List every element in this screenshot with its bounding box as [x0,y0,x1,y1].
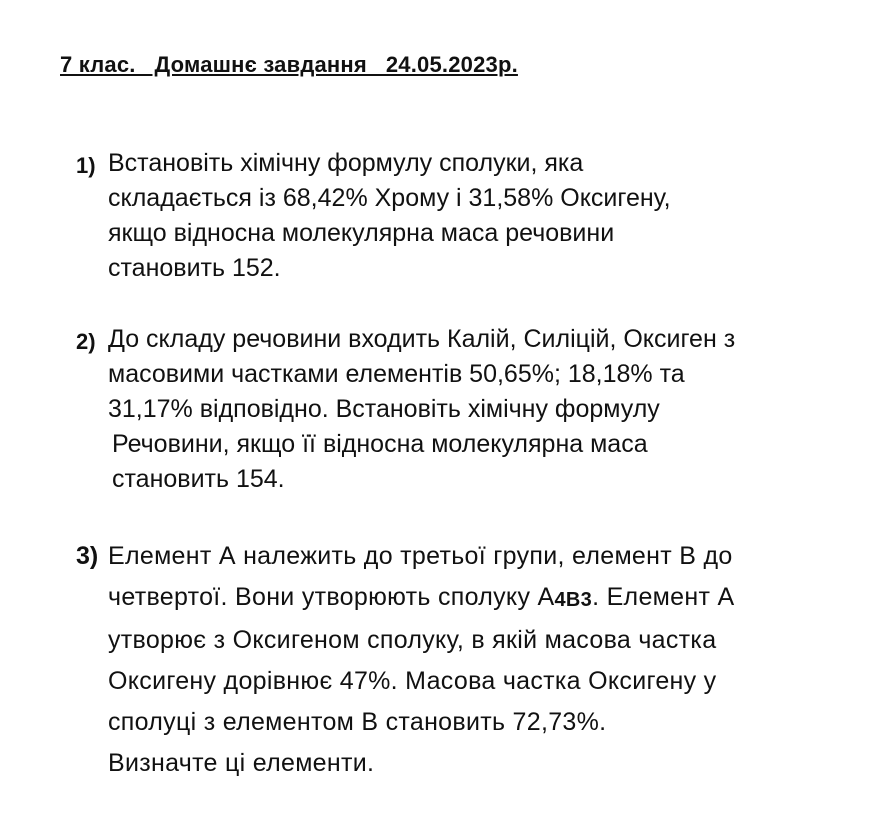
formula-element: В [565,589,581,611]
task-text-line: становить 154. [112,465,285,493]
task-text-line: утворює з Оксигеном сполуку, в якій масова частка [108,626,717,654]
task-text-line: Речовини, якщо її відносна молекулярна маса [112,430,648,458]
task-text-line: сполуці з елементом В становить 72,73%. [108,708,607,736]
task-text-line: становить 152. [108,254,281,282]
task-text-line: масовими частками елементів 50,65%; 18,18% та [108,360,685,388]
task-text-line-formula [76,577,854,620]
page-title: 7 клас. Домашнє завдання 24.05.2023р. [60,52,518,77]
task-3 [76,536,854,784]
task-text-line: До складу речовини входить Калій, Силіцій, Оксиген з [108,325,736,353]
task-text-line: якщо відносна молекулярна маса речовини [108,219,615,247]
task-text-line: Оксигену дорівнює 47%. Масова частка Оксигену у [108,667,717,695]
task-2 [76,322,854,497]
task-text-line: 31,17% відповідно. Встановіть хімічну формулу [108,395,660,423]
task-1 [76,146,854,286]
task-text-line: складається із 68,42% Хрому і 31,58% Оксигену, [108,184,671,212]
formula-subscript: 4 [554,589,566,611]
formula-text-before: четвертої. Вони утворюють сполуку А [108,583,555,611]
task-text-line: Елемент А належить до третьої групи, елемент В до [108,542,733,570]
task-text-line: Визначте ці елементи. [108,749,375,777]
formula-text-after: . Елемент А [592,583,735,611]
formula-subscript: 3 [580,589,593,611]
task-number: 3) [76,542,99,570]
task-number: 2) [76,329,96,354]
task-number: 1) [76,153,96,178]
task-text-line: Встановіть хімічну формулу сполуки, яка [108,149,584,177]
